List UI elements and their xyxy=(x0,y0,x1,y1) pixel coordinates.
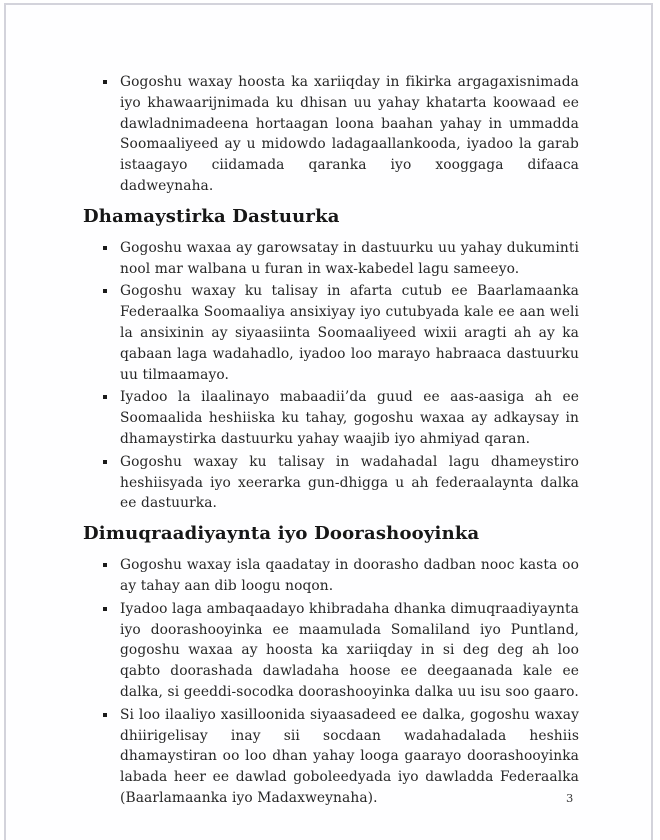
list-item xyxy=(83,599,579,703)
paragraph-text: Gogoshu waxay ku talisay in wadahadal lagu dhameystiro heshiisyada iyo xeerarka gun-dhigga u ah federaalaynta dalka ee dastuurka. xyxy=(120,453,579,512)
paragraph-text: Iyadoo la ilaalinayo mabaadii’da guud ee aas-aasiga ah ee Soomaalida heshiiska ku tahay, gogoshu waxaa ay adkaysay in dhamaystirka dastuurku yahay waajib iyo ahmiyad qaran. xyxy=(120,389,579,447)
bullet-square-icon xyxy=(103,563,107,567)
paragraph-text: Gogoshu waxay isla qaadatay in doorasho dadban nooc kasta oo ay tahay aan dib loogu noqon. xyxy=(120,557,579,594)
intro-bullet-list xyxy=(83,72,579,197)
section-heading-dimuqraadiyaynta-iyo-doorashooyinka: Dimuqraadiyaynta iyo Doorashooyinka xyxy=(83,523,480,545)
paragraph-text: Gogoshu waxay hoosta ka xariiqday in fikirka argagaxisnimada iyo khawaarijnimada ku dhisan uu yahay khatarta koowaad ee dawladnimadeena hortaagan loona baahan yahay in ummadda Soomaaliyeed ay u midowdo ladagaallankooda, iyadoo la garab istaagayo ciidamada qaranka iyo xooggaga difaaca dadweynaha. xyxy=(120,74,579,194)
list-item xyxy=(83,281,579,385)
paragraph-text: Gogoshu waxaa ay garowsatay in dastuurku uu yahay dukuminti nool mar walbana u furan in wax-kabedel lagu sameeyo. xyxy=(120,239,579,277)
list-item xyxy=(83,555,579,597)
bullet-square-icon xyxy=(103,607,107,611)
section-2-bullet-list xyxy=(83,555,579,809)
page-content xyxy=(83,0,579,811)
section-heading-dhamaystirka-dastuurka: Dhamaystirka Dastuurka xyxy=(83,205,340,227)
bullet-square-icon xyxy=(103,289,107,293)
paragraph-text: Si loo ilaaliyo xasilloonida siyaasadeed ee dalka, gogoshu waxay dhiirigelisay inay sii socdaan wadahadalada heshiis dhamaystiran oo loo dhan yahay looga gaarayo doorashooyinka labada heer ee dawlad goboleedyada iyo dawladda Federaalka (Baarlamaanka iyo Madaxweynaha). xyxy=(120,706,579,806)
list-item xyxy=(83,387,579,449)
paragraph-text: Gogoshu waxay ku talisay in afarta cutub ee Baarlamaanka Federaalka Soomaaliya ansixiyay iyo cutubyada kale ee aan weli la ansixinin ay siyaasiinta Soomaaliyeed wixii aragti ah ay ka qabaan laga wadahadlo, iyadoo loo marayo habraaca dastuurku uu tilmaamayo. xyxy=(120,283,579,383)
bullet-square-icon xyxy=(103,460,107,464)
paragraph-text: Iyadoo laga ambaqaadayo khibradaha dhanka dimuqraadiyaynta iyo doorashooyinka ee maamulada Somaliland iyo Puntland, gogoshu waxaa ay hoosta ka xariiqday in si deg deg ah loo qabto doorashada dawladaha hoose ee deegaanada kale ee dalka, si geeddi-socodka doorashooyinka dalka uu isu soo gaaro. xyxy=(120,600,579,700)
bullet-square-icon xyxy=(103,80,107,84)
list-item xyxy=(83,452,579,514)
list-item xyxy=(83,72,579,197)
bullet-square-icon xyxy=(103,713,107,717)
bullet-square-icon xyxy=(103,395,107,399)
page-number: 3 xyxy=(566,791,574,805)
bullet-square-icon xyxy=(103,246,107,250)
list-item xyxy=(83,705,579,809)
list-item xyxy=(83,238,579,280)
section-1-bullet-list xyxy=(83,238,579,514)
